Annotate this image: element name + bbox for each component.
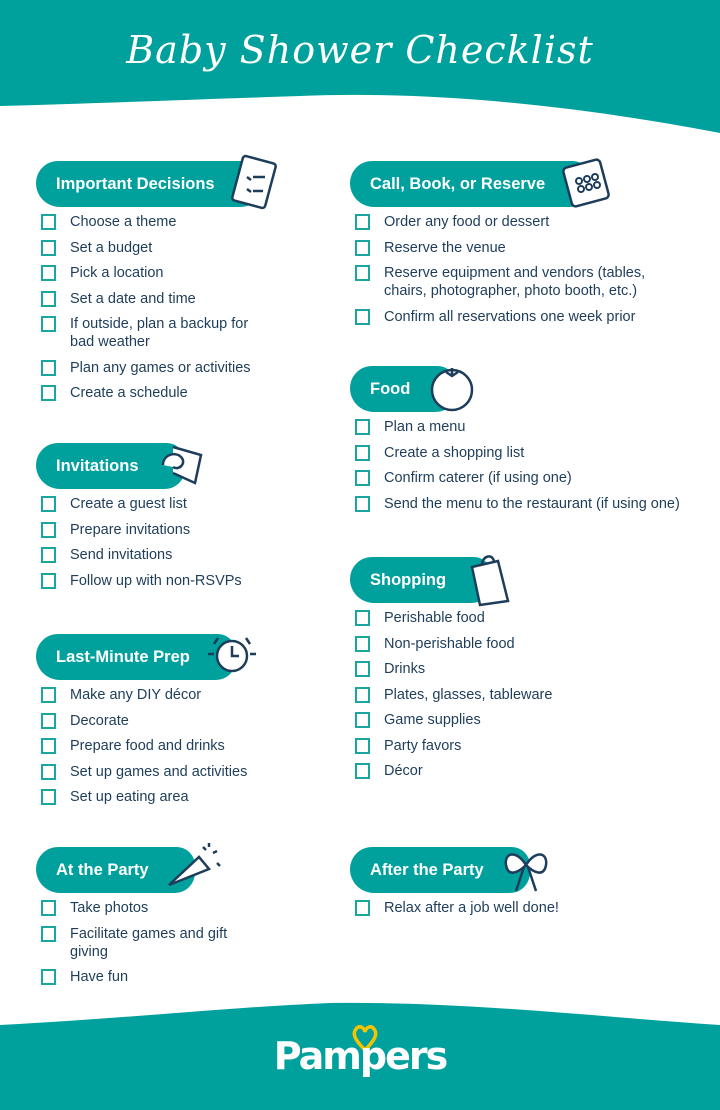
checklist-item: [36, 925, 256, 961]
section-title: Invitations: [56, 457, 139, 475]
checklist-item: [36, 264, 256, 282]
item-label: Set up games and activities: [70, 763, 248, 780]
section-at-the-party: [36, 847, 256, 994]
section-call-book-or-reserve: [350, 161, 690, 333]
checkbox[interactable]: [355, 712, 370, 728]
bow-icon: [498, 839, 558, 899]
checklist-item: [350, 899, 690, 917]
item-label: Plates, glasses, tableware: [384, 686, 553, 703]
section-invitations: [36, 443, 256, 597]
checkbox[interactable]: [41, 926, 56, 942]
checkbox[interactable]: [41, 291, 56, 307]
section-header: [350, 557, 492, 603]
item-label: Set up eating area: [70, 789, 189, 805]
checkbox[interactable]: [41, 385, 56, 401]
checklist-item: [36, 521, 256, 539]
checklist-item: [350, 308, 690, 326]
item-label: Send invitations: [70, 547, 173, 563]
checkbox[interactable]: [355, 309, 370, 325]
item-label: Follow up with non-RSVPs: [70, 572, 242, 589]
checklist-item: [36, 546, 256, 564]
checklist-item: [350, 609, 690, 627]
checklist-item: [350, 711, 690, 729]
clipboard-icon: [229, 153, 289, 213]
checklist-item: [350, 444, 690, 462]
section-header: [350, 161, 591, 207]
alarm-clock-icon: [204, 626, 264, 686]
checklist-item: [350, 495, 690, 513]
checkbox[interactable]: [41, 214, 56, 230]
checkbox[interactable]: [41, 789, 56, 805]
checklist-item: [350, 469, 690, 487]
checkbox[interactable]: [41, 316, 56, 332]
checkbox[interactable]: [355, 763, 370, 779]
checklist-item: [36, 315, 256, 351]
item-label: Prepare invitations: [70, 521, 191, 538]
item-label: Create a schedule: [70, 385, 188, 401]
checklist-item: [36, 384, 256, 402]
checklist-item: [350, 264, 690, 300]
checkbox[interactable]: [41, 738, 56, 754]
section-shopping: [350, 557, 690, 788]
item-label: Order any food or dessert: [384, 214, 550, 230]
item-label: Relax after a job well done!: [384, 900, 559, 916]
section-title: At the Party: [56, 861, 149, 879]
checklist-item: [36, 737, 256, 755]
section-title: After the Party: [370, 861, 484, 879]
item-label: If outside, plan a backup for bad weather: [70, 316, 249, 350]
checklist: [350, 609, 690, 780]
checklist: [36, 686, 256, 806]
item-label: Non-perishable food: [384, 635, 515, 652]
checkbox[interactable]: [41, 547, 56, 563]
item-label: Plan a menu: [384, 419, 466, 435]
item-label: Drinks: [384, 661, 426, 677]
item-label: Reserve equipment and vendors (tables, chairs, photographer, photo booth, etc.): [384, 265, 646, 299]
checklist: [350, 418, 690, 513]
checklist-item: [350, 418, 690, 436]
item-label: Confirm all reservations one week prior: [384, 308, 636, 325]
checklist-item: [36, 686, 256, 704]
checklist-item: [350, 686, 690, 704]
checkbox[interactable]: [41, 687, 56, 703]
section-important-decisions: [36, 161, 261, 410]
pampers-logo-text: Pampers: [273, 1034, 447, 1078]
checklist: [350, 899, 690, 917]
checkbox[interactable]: [41, 713, 56, 729]
pampers-logo: [0, 1020, 720, 1100]
item-label: Send the menu to the restaurant (if using one): [384, 495, 680, 512]
checkbox[interactable]: [41, 522, 56, 538]
checklist-item: [350, 762, 690, 780]
section-title: Last-Minute Prep: [56, 648, 190, 666]
checklist-item: [36, 572, 256, 590]
section-header: [36, 443, 185, 489]
checklist-item: [36, 968, 256, 986]
item-label: Confirm caterer (if using one): [384, 470, 572, 486]
checklist: [36, 213, 256, 402]
checklist-item: [36, 239, 256, 257]
invitation-scroll-icon: [153, 435, 213, 495]
checkbox[interactable]: [355, 610, 370, 626]
checkbox[interactable]: [41, 573, 56, 589]
checklist-item: [36, 359, 256, 377]
item-label: Have fun: [70, 969, 129, 985]
section-after-the-party: [350, 847, 690, 925]
item-label: Decorate: [70, 712, 129, 729]
item-label: Choose a theme: [70, 214, 177, 230]
checkbox[interactable]: [355, 265, 370, 281]
checkbox[interactable]: [41, 360, 56, 376]
section-title: Call, Book, or Reserve: [370, 175, 546, 193]
section-header: [36, 161, 261, 207]
checklist: [36, 495, 256, 590]
calendar-icon: [559, 153, 619, 213]
checkbox[interactable]: [355, 496, 370, 512]
item-label: Make any DIY décor: [70, 687, 202, 703]
item-label: Create a shopping list: [384, 444, 525, 461]
item-label: Perishable food: [384, 610, 485, 626]
checklist-item: [350, 635, 690, 653]
checklist-item: [36, 763, 256, 781]
checkbox[interactable]: [41, 496, 56, 512]
item-label: Décor: [384, 763, 423, 779]
checkbox[interactable]: [355, 240, 370, 256]
section-header: [36, 634, 236, 680]
checkbox[interactable]: [355, 687, 370, 703]
item-label: Facilitate games and gift giving: [70, 925, 228, 960]
section-title: Shopping: [370, 571, 447, 589]
checkbox[interactable]: [355, 470, 370, 486]
checklist: [350, 213, 690, 326]
checkbox[interactable]: [355, 636, 370, 652]
checkbox[interactable]: [355, 419, 370, 435]
checkbox[interactable]: [355, 661, 370, 677]
checklist-item: [350, 737, 690, 755]
section-food: [350, 366, 690, 520]
checkbox[interactable]: [41, 265, 56, 281]
section-last-minute-prep: [36, 634, 256, 814]
item-label: Reserve the venue: [384, 239, 506, 256]
checklist-item: [36, 213, 256, 231]
item-label: Set a budget: [70, 239, 153, 256]
checklist-item: [36, 788, 256, 806]
page-title: Baby Shower Checklist: [126, 28, 594, 72]
checklist-item: [36, 899, 256, 917]
checkbox[interactable]: [355, 900, 370, 916]
checklist-item: [36, 290, 256, 308]
checklist-item: [350, 213, 690, 231]
checklist-item: [36, 712, 256, 730]
shopping-bag-icon: [460, 549, 520, 609]
item-label: Pick a location: [70, 265, 164, 281]
section-title: Food: [370, 380, 411, 398]
item-label: Prepare food and drinks: [70, 738, 225, 754]
checklist-item: [36, 495, 256, 513]
checklist-item: [350, 660, 690, 678]
section-title: Important Decisions: [56, 175, 215, 193]
checkbox[interactable]: [41, 240, 56, 256]
checkbox[interactable]: [41, 969, 56, 985]
section-header: [350, 847, 530, 893]
item-label: Game supplies: [384, 712, 481, 728]
checklist-item: [350, 239, 690, 257]
section-header: [36, 847, 195, 893]
item-label: Set a date and time: [70, 290, 196, 307]
checklist: [36, 899, 256, 986]
checkbox[interactable]: [41, 900, 56, 916]
tomato-icon: [424, 358, 484, 418]
item-label: Party favors: [384, 737, 462, 754]
item-label: Plan any games or activities: [70, 359, 251, 376]
checkbox[interactable]: [355, 214, 370, 230]
item-label: Take photos: [70, 900, 149, 916]
item-label: Create a guest list: [70, 496, 187, 512]
checkbox[interactable]: [41, 764, 56, 780]
section-header: [350, 366, 456, 412]
checkbox[interactable]: [355, 445, 370, 461]
party-popper-icon: [163, 839, 223, 899]
checkbox[interactable]: [355, 738, 370, 754]
